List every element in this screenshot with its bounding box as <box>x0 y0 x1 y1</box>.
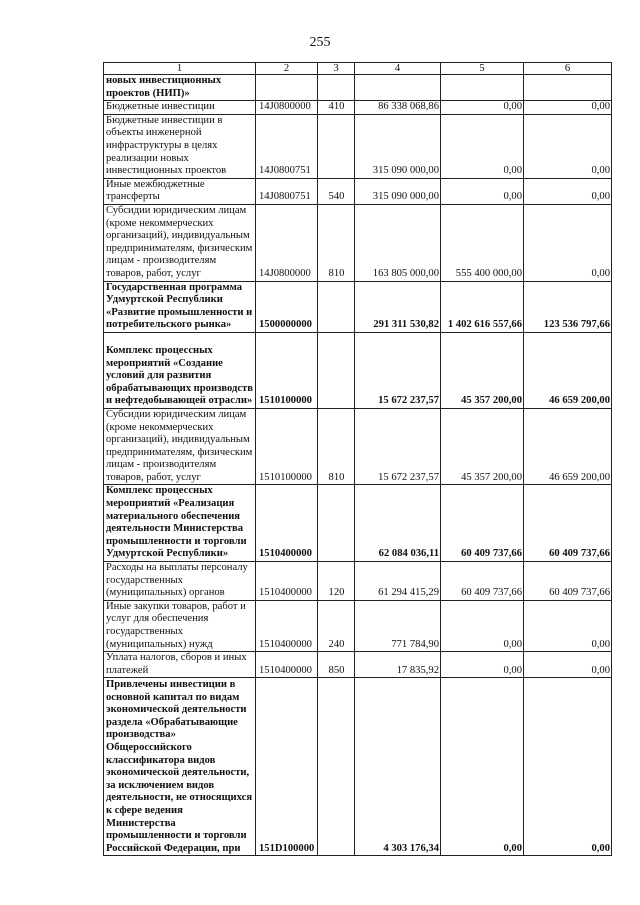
row-code: 1510400000 <box>256 652 318 678</box>
row-code: 14J0800000 <box>256 101 318 115</box>
row-value-col5: 60 409 737,66 <box>441 562 524 601</box>
row-value-col4: 86 338 068,86 <box>355 101 441 115</box>
row-value-col5: 45 357 200,00 <box>441 408 524 485</box>
row-value-col4 <box>355 75 441 101</box>
row-value-col5: 1 402 616 557,66 <box>441 281 524 332</box>
row-value-col5: 45 357 200,00 <box>441 332 524 408</box>
row-value-col5: 0,00 <box>441 600 524 651</box>
row-value-col5: 0,00 <box>441 101 524 115</box>
row-value-col5 <box>441 75 524 101</box>
row-name: Иные закупки товаров, работ и услуг для обеспечения государственных (муниципальных) нужд <box>104 600 256 651</box>
table-row <box>104 114 612 178</box>
row-value-col6: 0,00 <box>524 600 612 651</box>
row-value-col4: 15 672 237,57 <box>355 332 441 408</box>
row-value-col5: 60 409 737,66 <box>441 485 524 562</box>
row-value-col6 <box>524 75 612 101</box>
table-row <box>104 600 612 651</box>
row-value-col6: 46 659 200,00 <box>524 408 612 485</box>
table-row <box>104 562 612 601</box>
row-expense-type: 410 <box>318 101 355 115</box>
row-name: Комплекс процессных мероприятий «Создание условий для развития обрабатывающих производств и нефтедобывающей отрасли» <box>104 332 256 408</box>
page-number: 255 <box>309 35 331 50</box>
row-expense-type: 810 <box>318 204 355 281</box>
row-name: Субсидии юридическим лицам (кроме некоммерческих организаций), индивидуальным предпринимателям, физическим лицам - производителям товаров, работ, услуг <box>104 408 256 485</box>
row-name: Уплата налогов, сборов и иных платежей <box>104 652 256 678</box>
row-value-col6: 0,00 <box>524 114 612 178</box>
row-expense-type <box>318 114 355 178</box>
row-expense-type: 240 <box>318 600 355 651</box>
row-name: Привлечены инвестиции в основной капитал по видам экономической деятельности раздела «Обрабатывающие производства» Общероссийского классификатора видов экономической деятельности, за исключением видов деятельности, не относящихся к сфере ведения Министерства промышленности и торговли Российской Федерации, при <box>104 678 256 856</box>
row-value-col4: 62 084 036,11 <box>355 485 441 562</box>
table-row <box>104 408 612 485</box>
row-value-col4: 291 311 530,82 <box>355 281 441 332</box>
table-row <box>104 75 612 101</box>
row-expense-type <box>318 678 355 856</box>
row-code: 14J0800751 <box>256 114 318 178</box>
table-row <box>104 678 612 856</box>
row-name: новых инвестиционных проектов (НИП)» <box>104 75 256 101</box>
row-value-col5: 0,00 <box>441 114 524 178</box>
table-row <box>104 332 612 408</box>
row-expense-type <box>318 332 355 408</box>
row-expense-type: 810 <box>318 408 355 485</box>
row-expense-type: 120 <box>318 562 355 601</box>
row-expense-type <box>318 485 355 562</box>
row-code: 1510400000 <box>256 485 318 562</box>
row-value-col6: 123 536 797,66 <box>524 281 612 332</box>
row-value-col4: 315 090 000,00 <box>355 114 441 178</box>
row-expense-type: 850 <box>318 652 355 678</box>
row-code: 1510400000 <box>256 600 318 651</box>
column-header: 6 <box>524 63 612 75</box>
row-value-col6: 0,00 <box>524 678 612 856</box>
row-value-col4: 771 784,90 <box>355 600 441 651</box>
row-code: 1510100000 <box>256 408 318 485</box>
table-row <box>104 178 612 204</box>
row-value-col6: 0,00 <box>524 178 612 204</box>
row-value-col4: 163 805 000,00 <box>355 204 441 281</box>
table-row <box>104 101 612 115</box>
header-row <box>104 63 612 75</box>
column-header: 4 <box>355 63 441 75</box>
column-header: 3 <box>318 63 355 75</box>
row-expense-type <box>318 281 355 332</box>
row-value-col4: 315 090 000,00 <box>355 178 441 204</box>
row-value-col6: 0,00 <box>524 204 612 281</box>
row-value-col5: 0,00 <box>441 678 524 856</box>
row-value-col4: 4 303 176,34 <box>355 678 441 856</box>
row-value-col6: 46 659 200,00 <box>524 332 612 408</box>
row-code: 1500000000 <box>256 281 318 332</box>
row-name: Комплекс процессных мероприятий «Реализация материального обеспечения деятельности Министерства промышленности и торговли Удмуртской Республики» <box>104 485 256 562</box>
row-value-col5: 0,00 <box>441 178 524 204</box>
row-code: 1510100000 <box>256 332 318 408</box>
table-row <box>104 204 612 281</box>
table-row <box>104 281 612 332</box>
row-name: Субсидии юридическим лицам (кроме некоммерческих организаций), индивидуальным предпринимателям, физическим лицам - производителям товаров, работ, услуг <box>104 204 256 281</box>
row-value-col6: 0,00 <box>524 652 612 678</box>
column-header: 5 <box>441 63 524 75</box>
row-value-col6: 0,00 <box>524 101 612 115</box>
row-value-col4: 17 835,92 <box>355 652 441 678</box>
table-row <box>104 485 612 562</box>
row-value-col6: 60 409 737,66 <box>524 562 612 601</box>
row-code: 14J0800751 <box>256 178 318 204</box>
row-expense-type: 540 <box>318 178 355 204</box>
row-name: Расходы на выплаты персоналу государственных (муниципальных) органов <box>104 562 256 601</box>
row-name: Иные межбюджетные трансферты <box>104 178 256 204</box>
budget-table <box>103 62 612 856</box>
row-value-col5: 0,00 <box>441 652 524 678</box>
row-code: 151D100000 <box>256 678 318 856</box>
row-code <box>256 75 318 101</box>
column-header: 1 <box>104 63 256 75</box>
row-name: Государственная программа Удмуртской Республики «Развитие промышленности и потребительского рынка» <box>104 281 256 332</box>
row-value-col5: 555 400 000,00 <box>441 204 524 281</box>
column-header: 2 <box>256 63 318 75</box>
row-name: Бюджетные инвестиции <box>104 101 256 115</box>
row-name: Бюджетные инвестиции в объекты инженерной инфраструктуры в целях реализации новых инвестиционных проектов <box>104 114 256 178</box>
table-row <box>104 652 612 678</box>
row-value-col4: 15 672 237,57 <box>355 408 441 485</box>
row-code: 14J0800000 <box>256 204 318 281</box>
row-value-col4: 61 294 415,29 <box>355 562 441 601</box>
row-expense-type <box>318 75 355 101</box>
row-code: 1510400000 <box>256 562 318 601</box>
row-value-col6: 60 409 737,66 <box>524 485 612 562</box>
